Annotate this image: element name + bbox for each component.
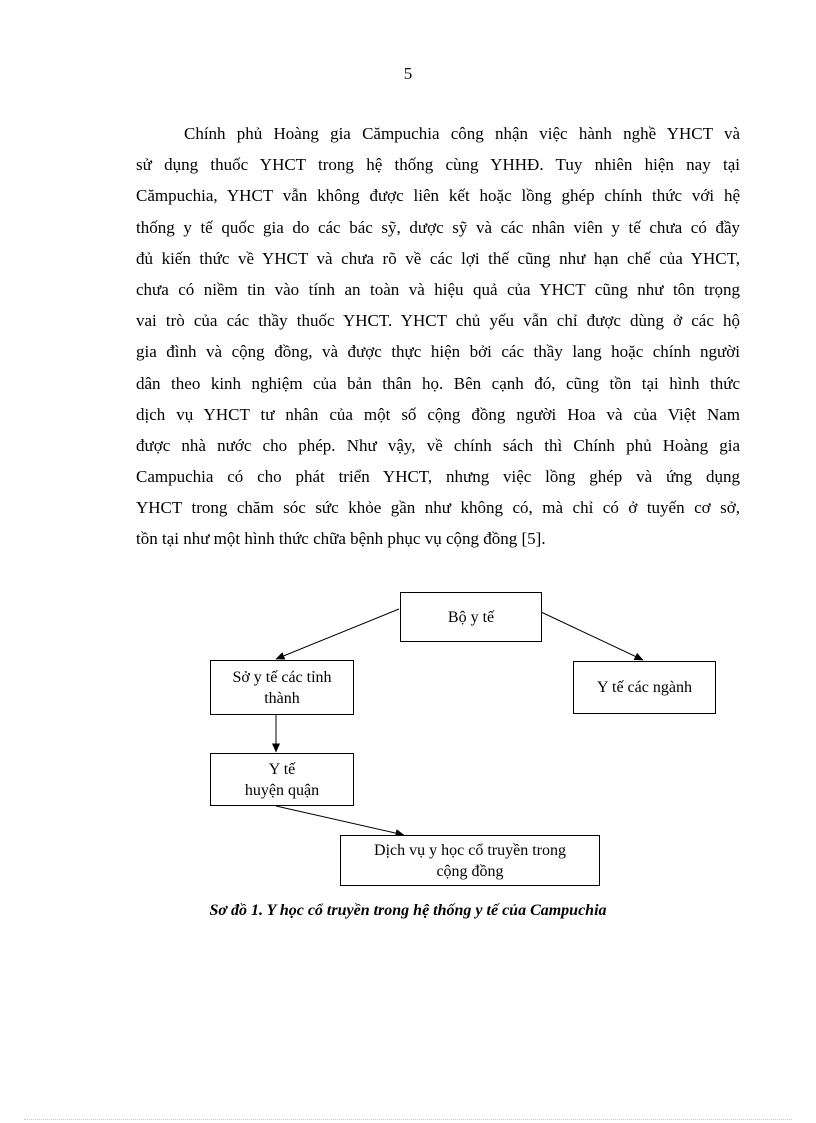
provincial-health-label: Sở y tế các tỉnh (232, 668, 332, 686)
sectoral-health-label: Y tế các ngành (597, 679, 692, 696)
arrow-district-to-community (276, 806, 404, 835)
paragraph-line: đủ kiến thức về YHCT và chưa rõ về các lợi thế cũng như hạn chế của YHCT, (136, 248, 740, 268)
paragraph-line: gia đình và cộng đồng, và được thực hiện bởi các thầy lang hoặc chính người (136, 342, 740, 362)
footer-divider (24, 1119, 792, 1120)
page-number: 5 (403, 64, 413, 83)
paragraph-line: vai trò của các thầy thuốc YHCT. YHCT chủ yếu vẫn chỉ được dùng ở các hộ (136, 311, 740, 331)
arrow-ministry-to-provincial (276, 609, 399, 659)
paragraph-line: dân theo kinh nghiệm của bản thân họ. Bên cạnh đó, cũng tồn tại hình thức (136, 373, 740, 393)
paragraph-line: chưa có niềm tin vào tính an toàn và hiệu quả của YHCT cũng như tôn trọng (136, 279, 740, 299)
provincial-health-label: thành (264, 689, 300, 707)
paragraph-line: tồn tại như một hình thức chữa bệnh phục vụ cộng đồng [5]. (136, 529, 546, 549)
community-service-label: cộng đồng (436, 862, 504, 880)
paragraph-line: thống y tế quốc gia do các bác sỹ, dược sỹ và các nhân viên y tế chưa có đầy (136, 217, 740, 237)
arrow-ministry-to-sectoral (541, 612, 643, 660)
district-health-label: Y tế (268, 760, 296, 778)
diagram-caption: Sơ đồ 1. Y học cổ truyền trong hệ thống y tế của Campuchia (209, 902, 607, 919)
sectoral-health-box (573, 661, 716, 714)
district-health-box (210, 753, 354, 806)
paragraph-line: YHCT trong chăm sóc sức khỏe gần như không có, mà chỉ có ở tuyến cơ sở, (136, 498, 740, 518)
paragraph-line: sử dụng thuốc YHCT trong hệ thống cùng YHHĐ. Tuy nhiên hiện nay tại (136, 155, 740, 175)
paragraph-line: Cămpuchia, YHCT vẫn không được liên kết hoặc lồng ghép chính thức với hệ (136, 186, 740, 206)
district-health-label: huyện quận (244, 781, 320, 799)
paragraph-line: dịch vụ YHCT tư nhân của một số cộng đồng người Hoa và của Việt Nam (136, 404, 740, 424)
community-service-box (340, 835, 600, 886)
ministry-of-health-box (400, 592, 542, 642)
provincial-health-box (210, 660, 354, 715)
paragraph-line: được nhà nước cho phép. Như vậy, về chính sách thì Chính phủ Hoàng gia (136, 435, 740, 455)
community-service-label: Dịch vụ y học cổ truyền trong (374, 841, 566, 859)
ministry-of-health-label: Bộ y tế (447, 608, 495, 626)
paragraph-line: Campuchia có cho phát triển YHCT, nhưng việc lồng ghép và ứng dụng (136, 467, 740, 487)
paragraph-line: Chính phủ Hoàng gia Cămpuchia công nhận việc hành nghề YHCT và (184, 124, 740, 143)
